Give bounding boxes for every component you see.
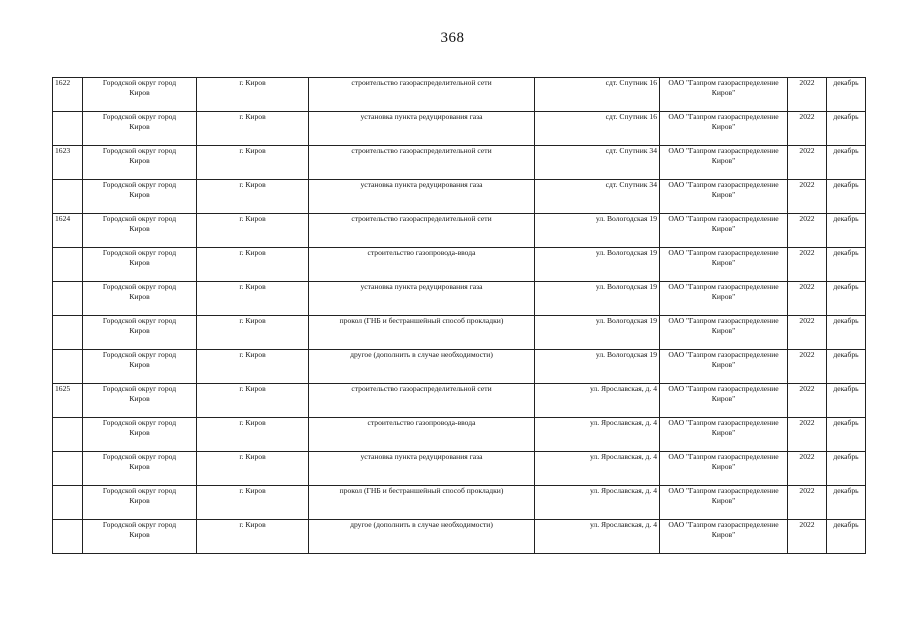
address-cell bbox=[535, 248, 660, 282]
month: декабрь bbox=[833, 248, 859, 257]
year-cell bbox=[788, 350, 827, 384]
year-cell bbox=[788, 214, 827, 248]
year: 2022 bbox=[799, 248, 815, 257]
organization-cell bbox=[660, 316, 788, 350]
municipality-line-1: Городской округ город bbox=[102, 486, 177, 495]
municipality-line-2: Киров bbox=[129, 190, 150, 199]
address-cell bbox=[535, 520, 660, 554]
month-cell bbox=[827, 78, 866, 112]
municipality-cell bbox=[83, 520, 197, 554]
address: сдт. Спутник 34 bbox=[605, 180, 657, 189]
year-cell bbox=[788, 384, 827, 418]
work-type-cell bbox=[309, 418, 535, 452]
address-cell bbox=[535, 214, 660, 248]
settlement: г. Киров bbox=[239, 486, 266, 495]
month-cell bbox=[827, 112, 866, 146]
year-cell bbox=[788, 316, 827, 350]
settlement: г. Киров bbox=[239, 112, 266, 121]
organization-cell bbox=[660, 146, 788, 180]
year: 2022 bbox=[799, 282, 815, 291]
month: декабрь bbox=[833, 452, 859, 461]
municipality-line-1: Городской округ город bbox=[102, 520, 177, 529]
organization-cell bbox=[660, 78, 788, 112]
work-type: строительство газопровода-ввода bbox=[367, 248, 476, 257]
work-type: установка пункта редуцирования газа bbox=[360, 112, 483, 121]
row-number-cell bbox=[53, 418, 83, 452]
settlement-cell bbox=[197, 146, 309, 180]
month: декабрь bbox=[833, 384, 859, 393]
work-type-cell bbox=[309, 146, 535, 180]
organization-line-1: ОАО "Газпром газораспределение bbox=[668, 112, 779, 121]
municipality-cell bbox=[83, 112, 197, 146]
organization-line-2: Киров" bbox=[711, 258, 736, 267]
organization-line-2: Киров" bbox=[711, 122, 736, 131]
settlement-cell bbox=[197, 282, 309, 316]
municipality-line-2: Киров bbox=[129, 496, 150, 505]
settlement: г. Киров bbox=[239, 214, 266, 223]
organization-line-1: ОАО "Газпром газораспределение bbox=[668, 282, 779, 291]
address-cell bbox=[535, 180, 660, 214]
table-row bbox=[53, 248, 866, 282]
table-row bbox=[53, 452, 866, 486]
municipality-line-2: Киров bbox=[129, 122, 150, 131]
organization-line-2: Киров" bbox=[711, 394, 736, 403]
row-number: 1624 bbox=[55, 214, 71, 223]
municipality-line-1: Городской округ город bbox=[102, 180, 177, 189]
municipality-line-1: Городской округ город bbox=[102, 452, 177, 461]
month: декабрь bbox=[833, 214, 859, 223]
municipality-line-2: Киров bbox=[129, 292, 150, 301]
work-type: строительство газопровода-ввода bbox=[367, 418, 476, 427]
year: 2022 bbox=[799, 146, 815, 155]
settlement-cell bbox=[197, 350, 309, 384]
address-cell bbox=[535, 486, 660, 520]
table-row bbox=[53, 78, 866, 112]
month-cell bbox=[827, 214, 866, 248]
municipality-cell bbox=[83, 316, 197, 350]
work-type: другое (дополнить в случае необходимости) bbox=[350, 350, 493, 359]
work-type-cell bbox=[309, 248, 535, 282]
year: 2022 bbox=[799, 78, 815, 87]
municipality-line-2: Киров bbox=[129, 360, 150, 369]
work-type: строительство газораспределительной сети bbox=[351, 78, 492, 87]
month: декабрь bbox=[833, 350, 859, 359]
year-cell bbox=[788, 452, 827, 486]
settlement-cell bbox=[197, 418, 309, 452]
address: ул. Вологодская 19 bbox=[595, 248, 657, 257]
month: декабрь bbox=[833, 520, 859, 529]
organization-line-1: ОАО "Газпром газораспределение bbox=[668, 180, 779, 189]
municipality-cell bbox=[83, 282, 197, 316]
organization-cell bbox=[660, 384, 788, 418]
work-type-cell bbox=[309, 520, 535, 554]
month-cell bbox=[827, 452, 866, 486]
municipality-cell bbox=[83, 350, 197, 384]
work-type-cell bbox=[309, 350, 535, 384]
row-number-cell bbox=[53, 350, 83, 384]
month: декабрь bbox=[833, 418, 859, 427]
year-cell bbox=[788, 78, 827, 112]
work-type-cell bbox=[309, 316, 535, 350]
municipality-line-2: Киров bbox=[129, 224, 150, 233]
municipality-line-1: Городской округ город bbox=[102, 112, 177, 121]
work-type-cell bbox=[309, 112, 535, 146]
municipality-cell bbox=[83, 146, 197, 180]
year: 2022 bbox=[799, 452, 815, 461]
month-cell bbox=[827, 316, 866, 350]
table-row bbox=[53, 384, 866, 418]
table-row bbox=[53, 350, 866, 384]
organization-line-2: Киров" bbox=[711, 190, 736, 199]
address: ул. Вологодская 19 bbox=[595, 214, 657, 223]
organization-line-1: ОАО "Газпром газораспределение bbox=[668, 146, 779, 155]
row-number-cell bbox=[53, 180, 83, 214]
address-cell bbox=[535, 112, 660, 146]
year: 2022 bbox=[799, 112, 815, 121]
address-cell bbox=[535, 384, 660, 418]
row-number-cell bbox=[53, 112, 83, 146]
work-type: установка пункта редуцирования газа bbox=[360, 180, 483, 189]
work-type-cell bbox=[309, 78, 535, 112]
organization-cell bbox=[660, 486, 788, 520]
year: 2022 bbox=[799, 316, 815, 325]
address-cell bbox=[535, 350, 660, 384]
settlement: г. Киров bbox=[239, 350, 266, 359]
address: сдт. Спутник 16 bbox=[605, 78, 657, 87]
settlement-cell bbox=[197, 384, 309, 418]
organization-line-1: ОАО "Газпром газораспределение bbox=[668, 248, 779, 257]
municipality-cell bbox=[83, 486, 197, 520]
address-cell bbox=[535, 78, 660, 112]
organization-line-2: Киров" bbox=[711, 292, 736, 301]
settlement: г. Киров bbox=[239, 248, 266, 257]
municipality-cell bbox=[83, 214, 197, 248]
address: ул. Вологодская 19 bbox=[595, 350, 657, 359]
municipality-line-1: Городской округ город bbox=[102, 282, 177, 291]
address-cell bbox=[535, 146, 660, 180]
settlement-cell bbox=[197, 112, 309, 146]
settlement: г. Киров bbox=[239, 452, 266, 461]
settlement: г. Киров bbox=[239, 146, 266, 155]
organization-line-2: Киров" bbox=[711, 530, 736, 539]
year-cell bbox=[788, 282, 827, 316]
organization-line-1: ОАО "Газпром газораспределение bbox=[668, 350, 779, 359]
work-type: установка пункта редуцирования газа bbox=[360, 452, 483, 461]
month-cell bbox=[827, 384, 866, 418]
table-body bbox=[53, 78, 866, 554]
settlement: г. Киров bbox=[239, 282, 266, 291]
year: 2022 bbox=[799, 520, 815, 529]
year: 2022 bbox=[799, 350, 815, 359]
year: 2022 bbox=[799, 214, 815, 223]
row-number-cell bbox=[53, 248, 83, 282]
municipality-cell bbox=[83, 452, 197, 486]
address: сдт. Спутник 34 bbox=[605, 146, 657, 155]
month-cell bbox=[827, 418, 866, 452]
work-type-cell bbox=[309, 214, 535, 248]
address-cell bbox=[535, 452, 660, 486]
row-number-cell bbox=[53, 452, 83, 486]
address: ул. Ярославская, д. 4 bbox=[589, 520, 657, 529]
registry-table bbox=[52, 77, 866, 554]
month-cell bbox=[827, 146, 866, 180]
organization-cell bbox=[660, 452, 788, 486]
municipality-cell bbox=[83, 418, 197, 452]
address: ул. Ярославская, д. 4 bbox=[589, 452, 657, 461]
row-number-cell bbox=[53, 316, 83, 350]
year-cell bbox=[788, 180, 827, 214]
settlement-cell bbox=[197, 316, 309, 350]
work-type-cell bbox=[309, 452, 535, 486]
municipality-line-2: Киров bbox=[129, 88, 150, 97]
table-row bbox=[53, 180, 866, 214]
row-number-cell bbox=[53, 78, 83, 112]
table-row bbox=[53, 282, 866, 316]
month: декабрь bbox=[833, 486, 859, 495]
work-type-cell bbox=[309, 384, 535, 418]
organization-line-2: Киров" bbox=[711, 496, 736, 505]
organization-line-1: ОАО "Газпром газораспределение bbox=[668, 214, 779, 223]
month-cell bbox=[827, 180, 866, 214]
row-number: 1625 bbox=[55, 384, 71, 393]
municipality-line-1: Городской округ город bbox=[102, 248, 177, 257]
organization-line-2: Киров" bbox=[711, 224, 736, 233]
address-cell bbox=[535, 316, 660, 350]
municipality-line-1: Городской округ город bbox=[102, 78, 177, 87]
row-number: 1622 bbox=[55, 78, 71, 87]
organization-cell bbox=[660, 282, 788, 316]
table-row bbox=[53, 214, 866, 248]
organization-line-2: Киров" bbox=[711, 88, 736, 97]
municipality-line-2: Киров bbox=[129, 258, 150, 267]
organization-cell bbox=[660, 520, 788, 554]
work-type: прокол (ГНБ и бестраншейный способ прокладки) bbox=[339, 316, 504, 325]
municipality-line-2: Киров bbox=[129, 428, 150, 437]
month: декабрь bbox=[833, 282, 859, 291]
month-cell bbox=[827, 486, 866, 520]
address: ул. Ярославская, д. 4 bbox=[589, 384, 657, 393]
table-row bbox=[53, 146, 866, 180]
organization-line-2: Киров" bbox=[711, 360, 736, 369]
row-number-cell bbox=[53, 146, 83, 180]
year: 2022 bbox=[799, 486, 815, 495]
municipality-cell bbox=[83, 78, 197, 112]
month-cell bbox=[827, 520, 866, 554]
month: декабрь bbox=[833, 180, 859, 189]
municipality-line-1: Городской округ город bbox=[102, 214, 177, 223]
settlement: г. Киров bbox=[239, 180, 266, 189]
municipality-line-1: Городской округ город bbox=[102, 418, 177, 427]
organization-line-2: Киров" bbox=[711, 326, 736, 335]
address-cell bbox=[535, 418, 660, 452]
address: ул. Вологодская 19 bbox=[595, 316, 657, 325]
year-cell bbox=[788, 486, 827, 520]
settlement-cell bbox=[197, 78, 309, 112]
organization-cell bbox=[660, 180, 788, 214]
settlement: г. Киров bbox=[239, 418, 266, 427]
settlement: г. Киров bbox=[239, 78, 266, 87]
organization-line-1: ОАО "Газпром газораспределение bbox=[668, 384, 779, 393]
year-cell bbox=[788, 520, 827, 554]
work-type: строительство газораспределительной сети bbox=[351, 146, 492, 155]
month: декабрь bbox=[833, 78, 859, 87]
year-cell bbox=[788, 418, 827, 452]
month: декабрь bbox=[833, 112, 859, 121]
municipality-line-2: Киров bbox=[129, 394, 150, 403]
table-row bbox=[53, 112, 866, 146]
work-type: прокол (ГНБ и бестраншейный способ прокладки) bbox=[339, 486, 504, 495]
municipality-line-1: Городской округ город bbox=[102, 146, 177, 155]
municipality-line-2: Киров bbox=[129, 462, 150, 471]
organization-line-1: ОАО "Газпром газораспределение bbox=[668, 418, 779, 427]
row-number-cell bbox=[53, 520, 83, 554]
year: 2022 bbox=[799, 384, 815, 393]
year-cell bbox=[788, 146, 827, 180]
row-number-cell bbox=[53, 486, 83, 520]
row-number: 1623 bbox=[55, 146, 71, 155]
organization-cell bbox=[660, 112, 788, 146]
settlement-cell bbox=[197, 486, 309, 520]
municipality-line-1: Городской округ город bbox=[102, 316, 177, 325]
settlement-cell bbox=[197, 214, 309, 248]
month: декабрь bbox=[833, 316, 859, 325]
address: ул. Ярославская, д. 4 bbox=[589, 418, 657, 427]
settlement-cell bbox=[197, 520, 309, 554]
address: ул. Вологодская 19 bbox=[595, 282, 657, 291]
organization-line-1: ОАО "Газпром газораспределение bbox=[668, 486, 779, 495]
month-cell bbox=[827, 350, 866, 384]
row-number-cell bbox=[53, 384, 83, 418]
address-cell bbox=[535, 282, 660, 316]
municipality-cell bbox=[83, 248, 197, 282]
settlement-cell bbox=[197, 452, 309, 486]
work-type: строительство газораспределительной сети bbox=[351, 384, 492, 393]
organization-cell bbox=[660, 418, 788, 452]
organization-cell bbox=[660, 248, 788, 282]
row-number-cell bbox=[53, 214, 83, 248]
municipality-line-2: Киров bbox=[129, 156, 150, 165]
organization-line-1: ОАО "Газпром газораспределение bbox=[668, 316, 779, 325]
table-row bbox=[53, 520, 866, 554]
row-number-cell bbox=[53, 282, 83, 316]
month-cell bbox=[827, 248, 866, 282]
year-cell bbox=[788, 248, 827, 282]
work-type-cell bbox=[309, 180, 535, 214]
settlement: г. Киров bbox=[239, 384, 266, 393]
organization-cell bbox=[660, 350, 788, 384]
municipality-line-1: Городской округ город bbox=[102, 350, 177, 359]
organization-line-2: Киров" bbox=[711, 462, 736, 471]
work-type: строительство газораспределительной сети bbox=[351, 214, 492, 223]
settlement: г. Киров bbox=[239, 316, 266, 325]
organization-line-1: ОАО "Газпром газораспределение bbox=[668, 452, 779, 461]
year: 2022 bbox=[799, 418, 815, 427]
organization-cell bbox=[660, 214, 788, 248]
address: сдт. Спутник 16 bbox=[605, 112, 657, 121]
municipality-line-1: Городской округ город bbox=[102, 384, 177, 393]
municipality-line-2: Киров bbox=[129, 530, 150, 539]
table-row bbox=[53, 486, 866, 520]
month-cell bbox=[827, 282, 866, 316]
work-type-cell bbox=[309, 282, 535, 316]
year-cell bbox=[788, 112, 827, 146]
table-row bbox=[53, 418, 866, 452]
municipality-cell bbox=[83, 180, 197, 214]
settlement-cell bbox=[197, 180, 309, 214]
page-number: 368 bbox=[440, 30, 465, 46]
municipality-line-2: Киров bbox=[129, 326, 150, 335]
year: 2022 bbox=[799, 180, 815, 189]
work-type: другое (дополнить в случае необходимости) bbox=[350, 520, 493, 529]
organization-line-1: ОАО "Газпром газораспределение bbox=[668, 520, 779, 529]
settlement-cell bbox=[197, 248, 309, 282]
municipality-cell bbox=[83, 384, 197, 418]
organization-line-2: Киров" bbox=[711, 156, 736, 165]
organization-line-1: ОАО "Газпром газораспределение bbox=[668, 78, 779, 87]
month: декабрь bbox=[833, 146, 859, 155]
settlement: г. Киров bbox=[239, 520, 266, 529]
organization-line-2: Киров" bbox=[711, 428, 736, 437]
address: ул. Ярославская, д. 4 bbox=[589, 486, 657, 495]
work-type: установка пункта редуцирования газа bbox=[360, 282, 483, 291]
work-type-cell bbox=[309, 486, 535, 520]
table-row bbox=[53, 316, 866, 350]
